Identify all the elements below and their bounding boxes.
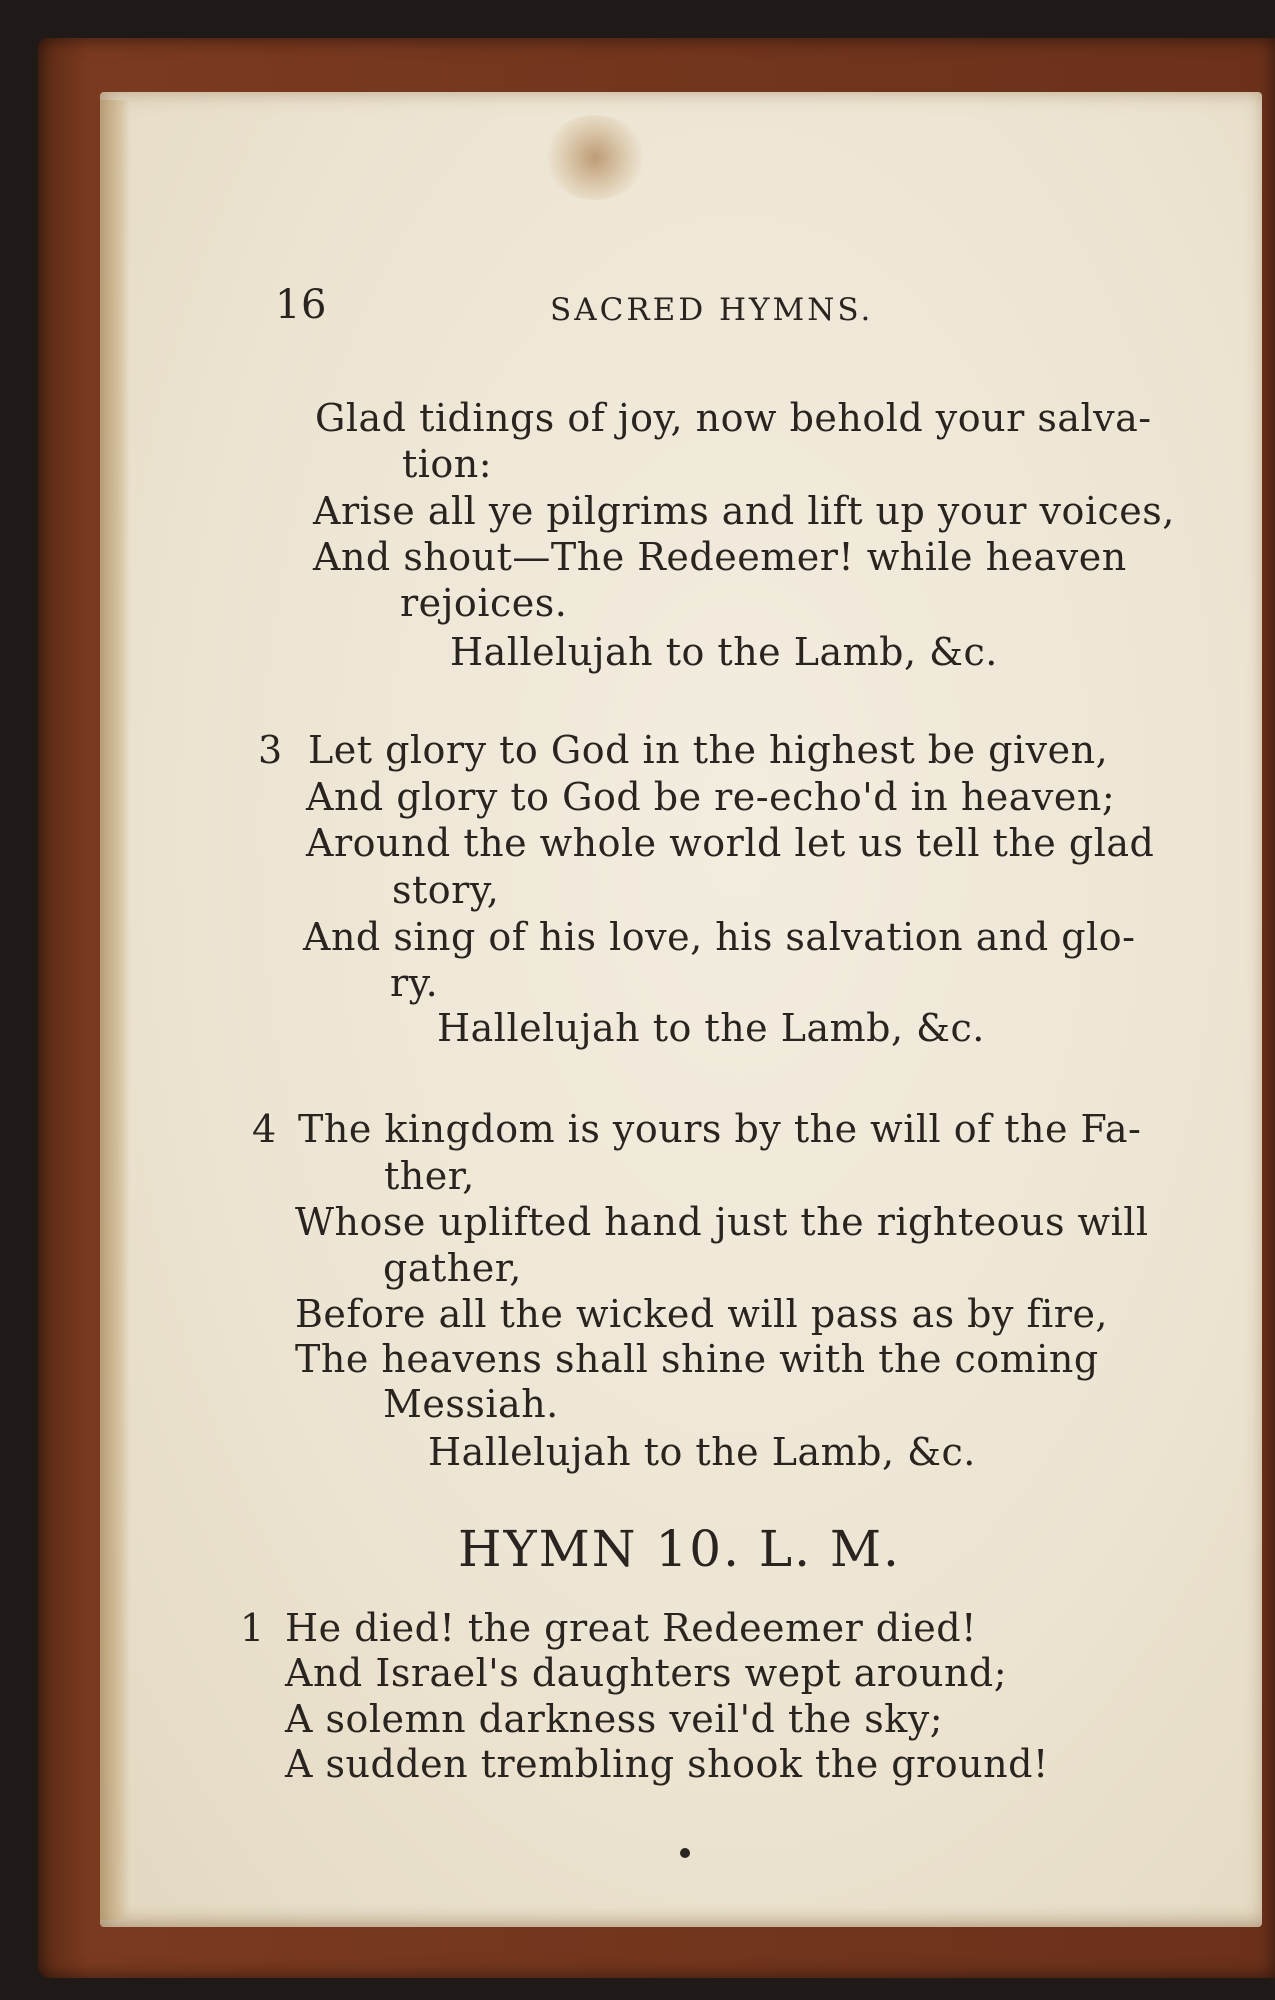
stanza-4-line: gather, bbox=[383, 1246, 522, 1290]
stanza-4-line: The heavens shall shine with the coming bbox=[295, 1337, 1099, 1381]
stanza-3-refrain: Hallelujah to the Lamb, &c. bbox=[437, 1006, 985, 1050]
stanza-4-line: Whose uplifted hand just the righteous will bbox=[295, 1200, 1149, 1244]
stanza-3-line: Around the whole world let us tell the glad bbox=[306, 821, 1155, 865]
hymn-title: HYMN 10. L. M. bbox=[458, 1520, 901, 1578]
stanza-2-refrain: Hallelujah to the Lamb, &c. bbox=[450, 630, 998, 674]
stanza-3-line: ry. bbox=[390, 961, 439, 1005]
stanza-3-line: story, bbox=[392, 868, 500, 912]
stanza-3-number: 3 bbox=[258, 728, 283, 772]
hymn-10-line: A sudden trembling shook the ground! bbox=[285, 1742, 1049, 1786]
hymn-10-line: He died! the great Redeemer died! bbox=[285, 1606, 977, 1650]
stanza-2-line: Glad tidings of joy, now behold your salva- bbox=[315, 396, 1152, 440]
stanza-4-line: ther, bbox=[384, 1154, 475, 1198]
page-edge bbox=[100, 100, 130, 1920]
page-number: 16 bbox=[275, 282, 327, 328]
hymn-10-stanza-1-number: 1 bbox=[240, 1606, 265, 1650]
stanza-2-line: rejoices. bbox=[400, 581, 568, 625]
stanza-4-line: Before all the wicked will pass as by fire, bbox=[295, 1292, 1109, 1336]
stanza-3-line: And glory to God be re-echo'd in heaven; bbox=[306, 775, 1116, 819]
stanza-2-line: Arise all ye pilgrims and lift up your voices, bbox=[313, 489, 1175, 533]
footer-dot bbox=[680, 1848, 690, 1858]
stanza-2-line: tion: bbox=[402, 442, 493, 486]
page-stain bbox=[545, 115, 645, 200]
stanza-4-line: Messiah. bbox=[383, 1382, 559, 1426]
stanza-2-line: And shout—The Redeemer! while heaven bbox=[313, 535, 1127, 579]
stanza-4-refrain: Hallelujah to the Lamb, &c. bbox=[428, 1430, 976, 1474]
stanza-3-line: Let glory to God in the highest be given, bbox=[308, 728, 1109, 772]
stanza-4-line: The kingdom is yours by the will of the Fa- bbox=[298, 1107, 1142, 1151]
stanza-4-number: 4 bbox=[252, 1107, 277, 1151]
hymn-10-line: A solemn darkness veil'd the sky; bbox=[285, 1697, 944, 1741]
running-head: SACRED HYMNS. bbox=[550, 292, 874, 328]
stanza-3-line: And sing of his love, his salvation and glo- bbox=[303, 915, 1136, 959]
hymn-10-line: And Israel's daughters wept around; bbox=[285, 1651, 1008, 1695]
